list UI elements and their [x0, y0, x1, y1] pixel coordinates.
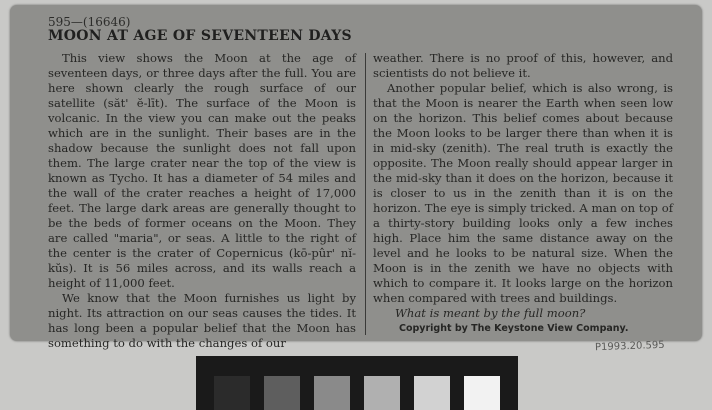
- gray-swatch: [214, 376, 250, 410]
- stereo-card-back: [10, 5, 702, 354]
- gray-swatch: [364, 376, 400, 410]
- paragraph-2: We know that the Moon furnishes us light by night. Its attraction on our seas causes the tides. It has long been a popular belief that the Moon has something to do with the changes of our: [48, 291, 356, 350]
- card-number: 595—(16646): [48, 15, 131, 29]
- copyright-line: Copyright by The Keystone View Company.: [399, 323, 629, 334]
- column-divider: [365, 53, 366, 335]
- paragraph-1: This view shows the Moon at the age of seventeen days, or three days after the full. You are here shown clearly the rough surface of our satellite (săt' ĕ-līt). The surface of the Moon is volcanic. In the view you can make out the peaks which are in the sunlight. Their bases are in the shadow because the sunlight does not fall upon them. The large crater near the top of the view is known as Tycho. It has a diameter of 54 miles and the wall of the crater reaches a height of 17,000 feet. The large dark areas are generally thought to be the beds of former oceans on the Moon. They are called "maria", or seas. A little to the right of the center is the crater of Copernicus (kō-pûr' nĭ-kŭs). It is 56 miles across, and its walls reach a height of 11,000 feet.: [48, 51, 356, 290]
- gray-swatch: [264, 376, 300, 410]
- gray-swatch: [314, 376, 350, 410]
- study-question: What is meant by the full moon?: [395, 306, 586, 320]
- text-column-right: [373, 51, 673, 306]
- gray-swatch: [414, 376, 450, 410]
- paragraph-2-continued: weather. There is no proof of this, however, and scientists do not believe it.: [373, 51, 673, 80]
- card-title: MOON AT AGE OF SEVENTEEN DAYS: [48, 28, 352, 44]
- paragraph-3: Another popular belief, which is also wrong, is that the Moon is nearer the Earth when seen low on the horizon. This belief comes about because the Moon looks to be larger there than when it is in mid-sky (zenith). The real truth is exactly the opposite. The Moon really should appear larger in the mid-sky than it does on the horizon, because it is closer to us in the zenith than it is on the horizon. The eye is simply tricked. A man on top of a thirty-story building looks only a few inches high. Place him the same distance away on the level and he looks to be natural size. When the Moon is in the zenith we have no objects with which to compare it. It looks large on the horizon when compared with trees and buildings.: [373, 81, 673, 305]
- text-column-left: [48, 51, 356, 351]
- gray-swatch: [464, 376, 500, 410]
- catalog-number: P1993.20.595: [594, 339, 665, 354]
- color-calibration-strip: [196, 356, 518, 410]
